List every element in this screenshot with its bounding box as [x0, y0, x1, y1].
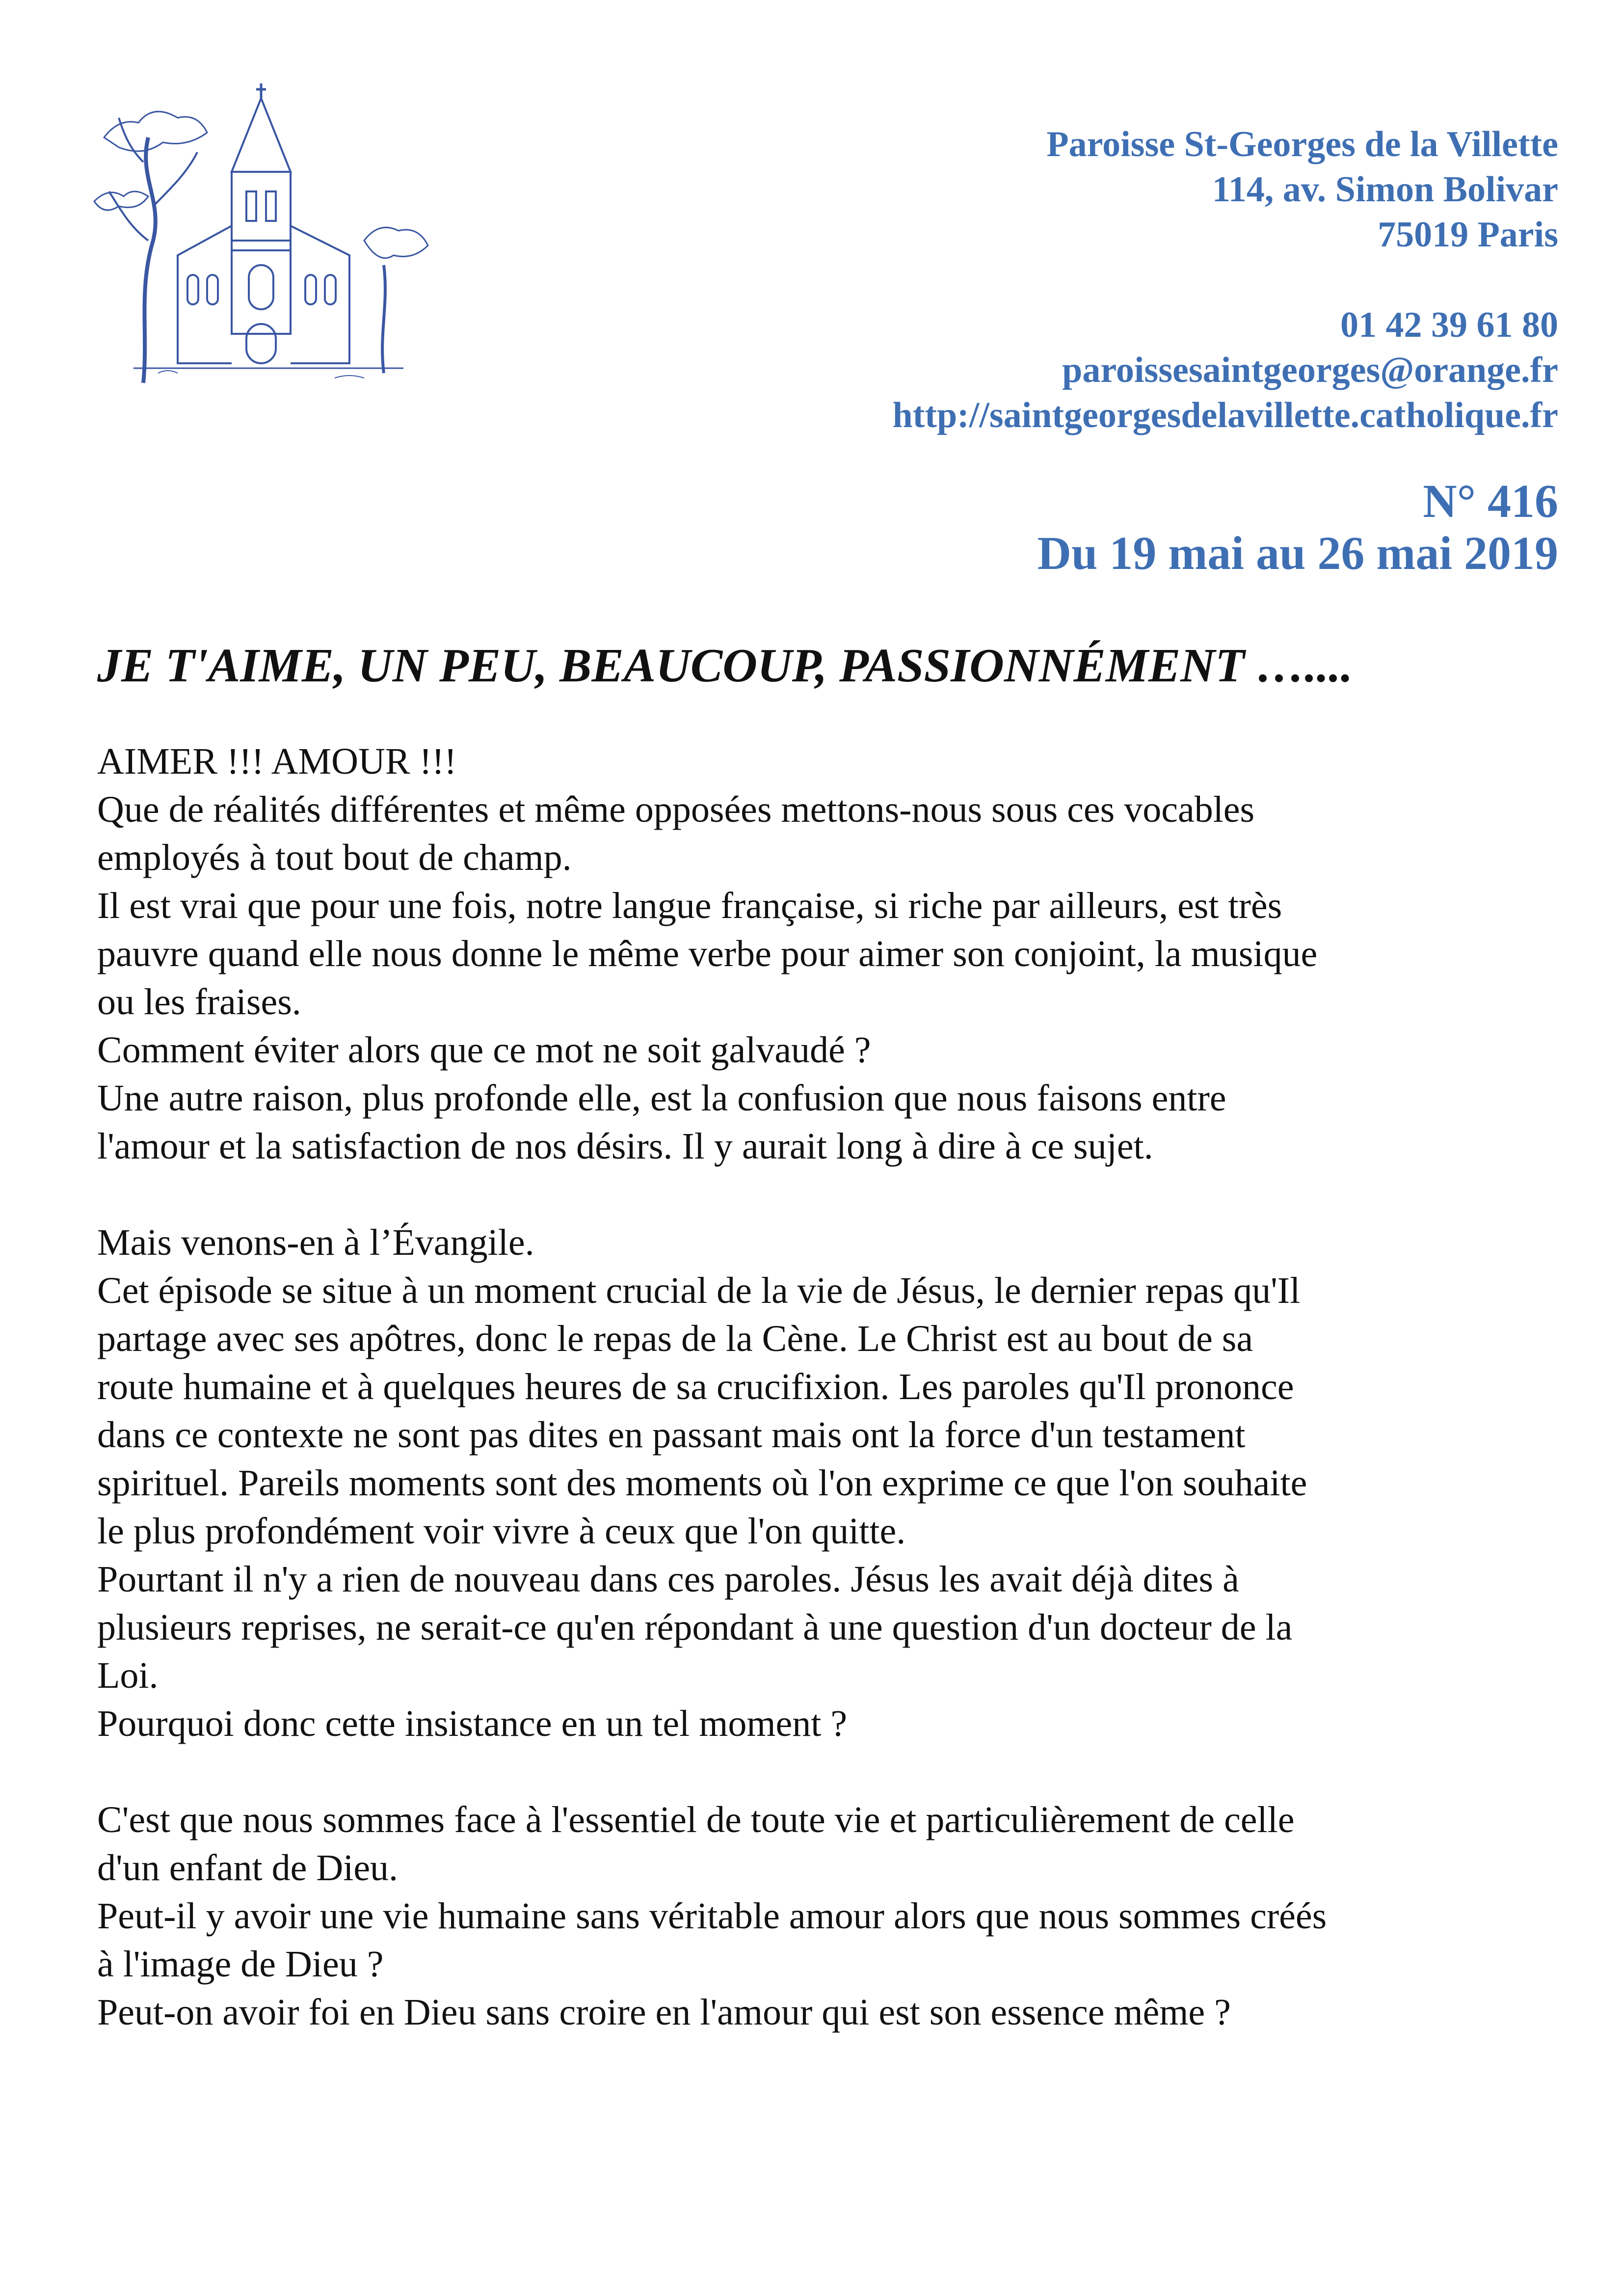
article-body [97, 737, 1565, 2036]
issue-number: N° 416 [1423, 475, 1558, 527]
body-line: à l'image de Dieu ? [97, 1944, 384, 1985]
body-line: pauvre quand elle nous donne le même verbe pour aimer son conjoint, la musique [97, 933, 1318, 974]
body-line: C'est que nous sommes face à l'essentiel de toute vie et particulièrement de celle [97, 1799, 1295, 1840]
body-line: Loi. [97, 1655, 159, 1696]
body-line: l'amour et la satisfaction de nos désirs. Il y aurait long à dire à ce sujet. [97, 1126, 1153, 1167]
body-line: Mais venons-en à l’Évangile. [97, 1222, 534, 1263]
body-line: spirituel. Pareils moments sont des moments où l'on exprime ce que l'on souhaite [97, 1462, 1307, 1504]
parish-header [893, 122, 1558, 438]
body-line: Que de réalités différentes et même opposées mettons-nous sous ces vocables [97, 789, 1255, 830]
article-title: JE T'AIME, UN PEU, BEAUCOUP, PASSIONNÉMENT ….... [97, 639, 1353, 692]
body-line: Une autre raison, plus profonde elle, est la confusion que nous faisons entre [97, 1078, 1226, 1119]
church-logo-icon [89, 79, 433, 393]
parish-phone: 01 42 39 61 80 [1340, 305, 1558, 345]
issue-dates: Du 19 mai au 26 mai 2019 [1037, 527, 1558, 579]
body-line: dans ce contexte ne sont pas dites en passant mais ont la force d'un testament [97, 1414, 1246, 1456]
body-line: Il est vrai que pour une fois, notre langue française, si riche par ailleurs, est très [97, 885, 1282, 926]
body-line: Pourquoi donc cette insistance en un tel moment ? [97, 1703, 848, 1744]
body-line: ou les fraises. [97, 981, 301, 1023]
parish-address: 114, av. Simon Bolivar [1212, 169, 1558, 210]
parish-city: 75019 Paris [1378, 215, 1558, 255]
body-line: Pourtant il n'y a rien de nouveau dans ces paroles. Jésus les avait déjà dites à [97, 1559, 1239, 1600]
body-line: le plus profondément voir vivre à ceux que l'on quitte. [97, 1511, 906, 1552]
issue-info [1038, 475, 1558, 579]
parish-email: paroissesaintgeorges@orange.fr [1062, 350, 1558, 390]
parish-name: Paroisse St-Georges de la Villette [1046, 124, 1558, 164]
body-line: partage avec ses apôtres, donc le repas de la Cène. Le Christ est au bout de sa [97, 1318, 1253, 1359]
body-line: route humaine et à quelques heures de sa crucifixion. Les paroles qu'Il prononce [97, 1366, 1294, 1407]
body-line: Cet épisode se situe à un moment crucial de la vie de Jésus, le dernier repas qu'Il [97, 1270, 1301, 1311]
body-line: Comment éviter alors que ce mot ne soit galvaudé ? [97, 1029, 871, 1071]
body-line: Peut-on avoir foi en Dieu sans croire en l'amour qui est son essence même ? [97, 1992, 1231, 2033]
body-line: Peut-il y avoir une vie humaine sans véritable amour alors que nous sommes créés [97, 1895, 1327, 1937]
parish-website: http://saintgeorgesdelavillette.catholique.fr [892, 395, 1558, 435]
body-line: plusieurs reprises, ne serait-ce qu'en répondant à une question d'un docteur de la [97, 1607, 1293, 1648]
body-line: employés à tout bout de champ. [97, 837, 572, 878]
body-line: AIMER !!! AMOUR !!! [97, 741, 457, 782]
body-line: d'un enfant de Dieu. [97, 1847, 399, 1889]
